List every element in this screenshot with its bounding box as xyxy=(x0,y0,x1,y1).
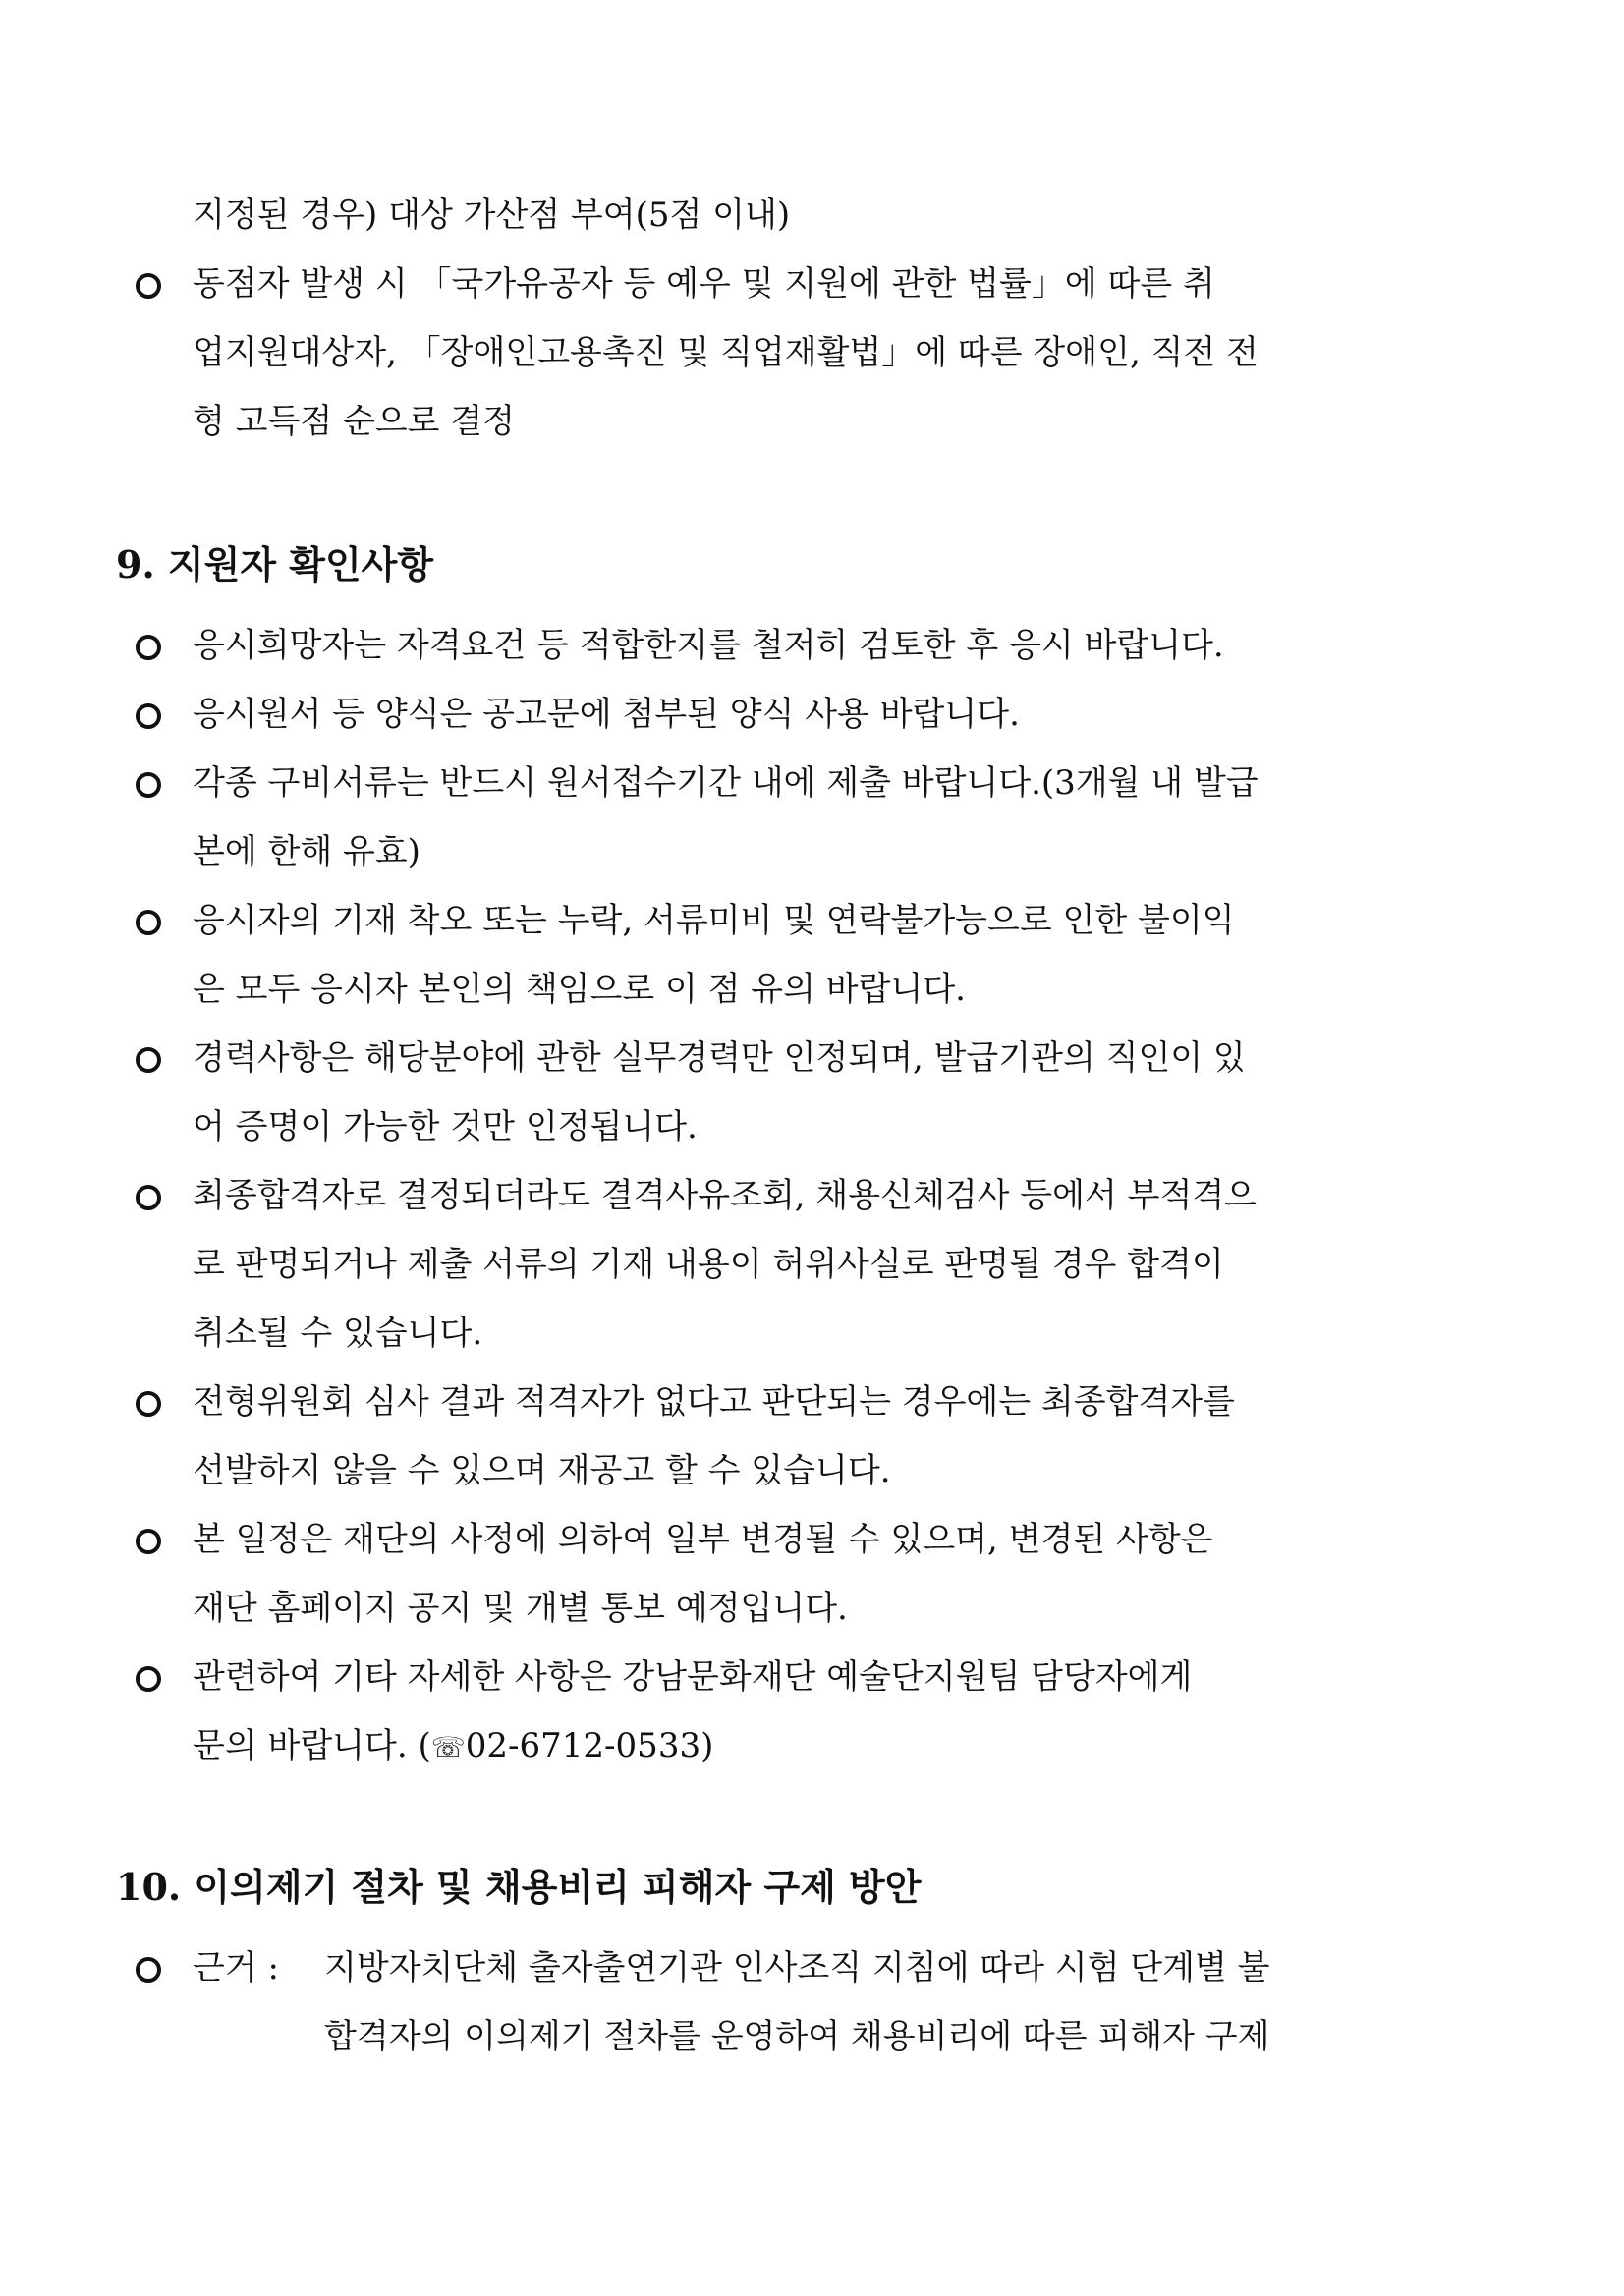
notice-item-2-line-1: 응시원서 등 양식은 공고문에 첨부된 양식 사용 바랍니다. xyxy=(193,695,1020,734)
hollow-circle-bullet-icon xyxy=(136,910,161,935)
contact-prefix: 문의 바랍니다. ( xyxy=(193,1726,431,1765)
notice-item-3-line-1: 각종 구비서류는 반드시 원서접수기간 내에 제출 바랍니다.(3개월 내 발급 xyxy=(193,763,1259,803)
notice-item-6-line-1: 최종합격자로 결정되더라도 결격사유조회, 채용신체검사 등에서 부적격으 xyxy=(193,1176,1258,1215)
hollow-circle-bullet-icon xyxy=(136,273,161,299)
tie-rule-line-2: 업지원대상자, 「장애인고용촉진 및 직업재활법」에 따른 장애인, 직전 전 xyxy=(193,333,1259,372)
notice-item-5-line-2: 어 증명이 가능한 것만 인정됩니다. xyxy=(193,1107,698,1147)
hollow-circle-bullet-icon xyxy=(136,1529,161,1554)
hollow-circle-bullet-icon xyxy=(136,635,161,660)
notice-item-4-line-2: 은 모두 응시자 본인의 책임으로 이 점 유의 바랍니다. xyxy=(193,970,966,1009)
contact-line xyxy=(193,1723,713,1770)
hollow-circle-bullet-icon xyxy=(136,772,161,798)
contact-suffix: ) xyxy=(700,1726,714,1765)
tie-rule-line-1 xyxy=(193,261,1513,307)
hollow-circle-bullet-icon xyxy=(136,1047,161,1073)
basis-line-2: 합격자의 이의제기 절차를 운영하여 채용비리에 따른 피해자 구제 xyxy=(324,2017,1270,2056)
hollow-circle-bullet-icon xyxy=(136,1391,161,1417)
telephone-icon: ☏ xyxy=(430,1731,466,1764)
hollow-circle-bullet-icon xyxy=(136,1185,161,1210)
notice-item-7-line-2: 선발하지 않을 수 있으며 재공고 할 수 있습니다. xyxy=(193,1451,891,1490)
notice-item-9-line-1: 관련하여 기타 자세한 사항은 강남문화재단 예술단지원팀 담당자에게 xyxy=(193,1657,1193,1697)
continuation-line: 지정된 경우) 대상 가산점 부여(5점 이내) xyxy=(193,196,791,235)
basis-line-1: 지방자치단체 출자출연기관 인사조직 지침에 따라 시험 단계별 불 xyxy=(324,1948,1270,1988)
section-9-title: 9. 지원자 확인사항 xyxy=(116,542,434,587)
basis-label: 근거 : xyxy=(193,1948,279,1988)
notice-item-8-line-1: 본 일정은 재단의 사정에 의하여 일부 변경될 수 있으며, 변경된 사항은 xyxy=(193,1520,1213,1559)
notice-item-7-line-1: 전형위원회 심사 결과 적격자가 없다고 판단되는 경우에는 최종합격자를 xyxy=(193,1382,1235,1422)
notice-item-4-line-1: 응시자의 기재 착오 또는 누락, 서류미비 및 연락불가능으로 인한 불이익 xyxy=(193,901,1235,940)
notice-item-6-line-3: 취소될 수 있습니다. xyxy=(193,1314,483,1353)
notice-item-3-line-2: 본에 한해 유효) xyxy=(193,832,420,871)
notice-item-8-line-2: 재단 홈페이지 공지 및 개별 통보 예정입니다. xyxy=(193,1589,848,1628)
hollow-circle-bullet-icon xyxy=(136,1666,161,1692)
tie-rule-line-3: 형 고득점 순으로 결정 xyxy=(193,402,516,441)
notice-item-1-line-1: 응시희망자는 자격요건 등 적합한지를 철저히 검토한 후 응시 바랍니다. xyxy=(193,626,1224,665)
contact-phone-number: 02-6712-0533 xyxy=(465,1726,701,1765)
hollow-circle-bullet-icon xyxy=(136,703,161,729)
notice-item-6-line-2: 로 판명되거나 제출 서류의 기재 내용이 허위사실로 판명될 경우 합격이 xyxy=(193,1245,1224,1284)
notice-item-5-line-1: 경력사항은 해당분야에 관한 실무경력만 인정되며, 발급기관의 직인이 있 xyxy=(193,1038,1246,1078)
hollow-circle-bullet-icon xyxy=(136,1957,161,1983)
section-10-title: 10. 이의제기 절차 및 채용비리 피해자 구제 방안 xyxy=(116,1865,922,1909)
tie-rule-text-1: 동점자 발생 시 「국가유공자 등 예우 및 지원에 관한 법률」에 따른 취 xyxy=(193,264,1215,304)
